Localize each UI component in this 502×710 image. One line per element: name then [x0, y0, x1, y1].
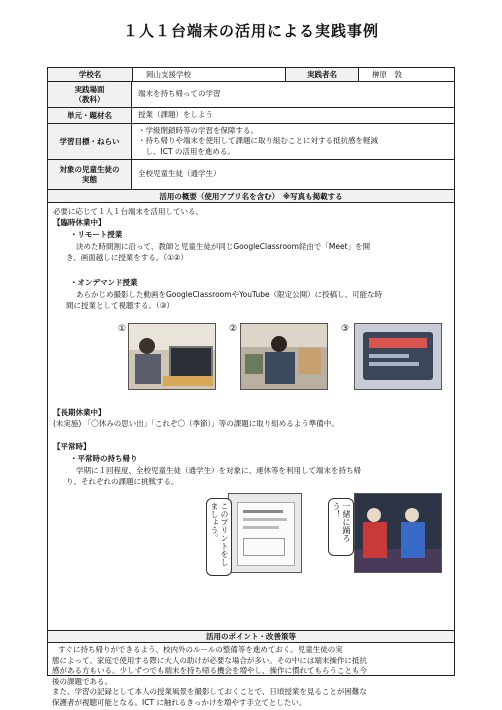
goal-line: ・学級閉鎖時等の学習を保障する。: [138, 125, 258, 135]
photo-number-3: ③: [341, 324, 350, 334]
header-row: [48, 68, 454, 82]
points-line: 後の課題である。: [52, 676, 112, 686]
remote-heading: ・リモート授業: [70, 230, 123, 239]
remote-text-2: き、画面越しに授業をする。（①②）: [66, 253, 188, 262]
heijo-text-2: り、それぞれの課題に挑戦する。: [66, 477, 179, 486]
ondemand-text-2: 間に授業として視聴する。（③）: [66, 301, 174, 310]
points-line: 態によって、家庭で使用する際に大人の助けが必要な場合が多い。その中には端末操作に抵抗: [52, 655, 367, 665]
scene-row: [48, 82, 454, 108]
heijo-subheading: ・平常時の持ち帰り: [70, 454, 138, 463]
scene-text: 端末を持ち帰っての学習: [138, 89, 221, 99]
points-band: 活用のポイント・改善策等: [48, 631, 454, 643]
photo-dance-video: [354, 493, 442, 573]
unit-row: [48, 108, 454, 124]
target-label: 対象の児童生徒の 実態: [48, 160, 132, 189]
school-label: 学校名: [48, 68, 133, 81]
speech-bubble-dance: 一緒に踊ろう！: [328, 498, 354, 556]
goal-value: [132, 124, 454, 159]
goal-line: し、ICT の活用を進める。: [138, 146, 235, 156]
overview-section: [48, 203, 454, 631]
scene-value: [132, 82, 454, 107]
speech-bubble-worksheet: このプリントをしましょう。: [206, 498, 232, 576]
ondemand-heading: ・オンデマンド授業: [70, 278, 138, 287]
ondemand-text-1: あらかじめ撮影した動画をGoogleClassroomやYouTube（限定公開）に投稿し、可能な時: [76, 290, 383, 299]
target-row: [48, 160, 454, 190]
heijo-text-1: 学期に１回程度、全校児童生徒（通学生）を対象に、連休等を利用して端末を持ち帰: [76, 466, 361, 475]
unit-text: 授業（課題）をしよう: [138, 110, 213, 120]
photo-number-1: ①: [118, 324, 127, 334]
overview-band: 活用の概要（使用アプリ名を含む） ※写真も掲載する: [48, 190, 454, 203]
goal-label: 学習目標・ねらい: [48, 124, 132, 159]
heijo-heading: 【平常時】: [53, 442, 91, 451]
points-text: [52, 645, 452, 708]
report-table: [47, 67, 455, 676]
scene-label: 実践場面 （教科）: [48, 82, 132, 107]
target-value: [132, 160, 454, 189]
remote-text-1: 決めた時間割に沿って、教師と児童生徒が同じGoogleClassroom経由で「Meet」を開: [76, 242, 371, 251]
goal-row: [48, 124, 454, 160]
choki-text: (未実施) 「〇休みの思い出」「これぞ〇（季節）」等の課題に取り組めるよう準備中。: [53, 419, 339, 428]
photo-remote-class-1: [128, 323, 216, 390]
school-value: 岡山支援学校: [132, 68, 286, 81]
photo-worksheet-screen: [228, 493, 302, 573]
target-text: 全校児童生徒（通学生）: [138, 169, 221, 179]
points-line: また、学習の記録として本人の授業風景を撮影しておくことで、日頃授業を見ることが困難な: [52, 687, 367, 696]
choki-heading: 【長期休業中】: [53, 408, 106, 417]
photo-number-2: ②: [229, 324, 238, 334]
points-line: 保護者が視聴可能となる。ICT に触れるきっかけを増やす手立てとしたい。: [52, 697, 307, 707]
page-title: １人１台端末の活用による実践事例: [122, 22, 379, 40]
points-line: すぐに持ち帰りができるよう、校内外のルールの整備等を進めておく。児童生徒の実: [58, 645, 343, 654]
unit-value: [132, 108, 454, 123]
photo-remote-class-2: [240, 323, 328, 390]
unit-label: 単元・題材名: [48, 108, 132, 123]
person-value: 榊原 敦: [372, 70, 402, 79]
photo-video-screen: [354, 323, 442, 390]
rinji-heading: 【臨時休業中】: [53, 218, 106, 227]
goal-line: ・持ち帰りや端末を使用して課題に取り組むことに対する抵抗感を軽減: [138, 136, 378, 146]
points-line: 感がある方もいる。少しずつでも端末を持ち帰る機会を増やし、操作に慣れてもらうことも今: [52, 666, 367, 675]
person-label: 実践者名: [286, 68, 359, 81]
overview-intro: 必要に応じて１人１台端末を活用している。: [53, 207, 203, 216]
